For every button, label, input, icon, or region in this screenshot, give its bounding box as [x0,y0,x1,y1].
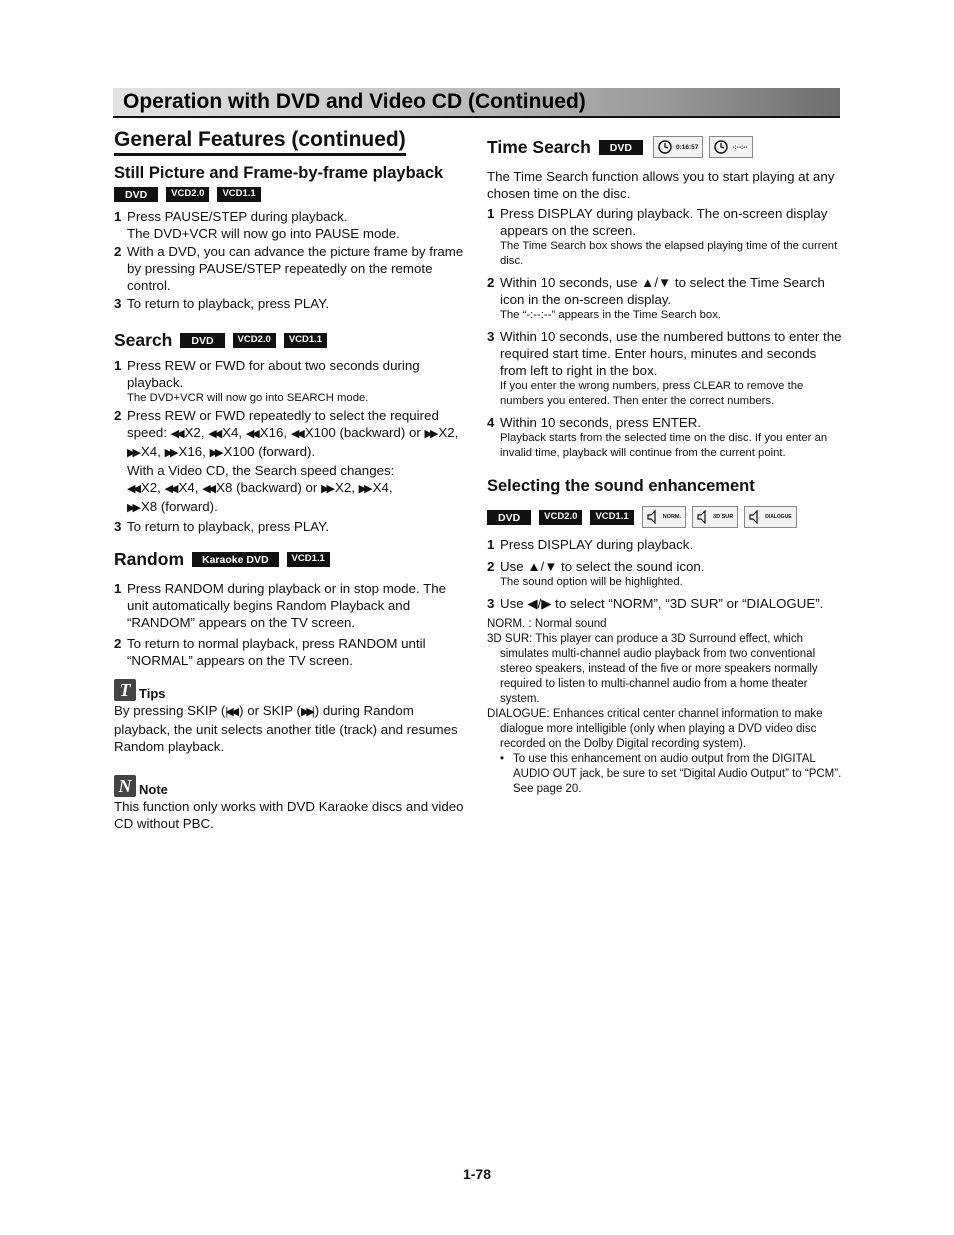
badge-vcd11: VCD1.1 [590,510,633,525]
rew-icon: ◀◀ [208,428,220,440]
list-item: 1 Press DISPLAY during playback. [487,537,694,552]
badge-dvd: DVD [599,140,643,155]
clock-icon [658,140,672,154]
speaker-icon [749,510,761,524]
speaker-icon [647,510,659,524]
section-header-bar [113,88,840,118]
random-steps [114,580,464,669]
time-search-title: Time Search [487,136,591,157]
list-item: 3 To return to playback, press PLAY. [114,296,330,311]
list-item: 3 Use ◀/▶ to select “NORM”, “3D SUR” or “DIALOGUE”. [487,596,824,611]
badge-vcd20: VCD2.0 [539,510,582,525]
fwd-icon: ▶▶ [424,428,436,440]
random-heading [114,549,464,570]
fwd-icon: ▶▶ [127,447,138,459]
still-picture-title: Still Picture and Frame-by-frame playback [114,164,444,182]
badge-karaoke-dvd: Karaoke DVD [192,552,279,567]
right-column [487,128,842,797]
sound-badges [487,506,842,528]
sound-enhancement-title: Selecting the sound enhancement [487,477,755,495]
rew-icon: ◀◀ [290,428,302,440]
note-icon: N [114,775,136,797]
still-badges [114,187,464,202]
list-item: 1 Press DISPLAY during playback. The on-screen display appears on the screen. The Time Search box shows the elapsed playing time of the current disc. [487,206,838,267]
note-text: This function only works with DVD Karaoke discs and video CD without PBC. [114,799,464,831]
still-steps [114,208,464,312]
clock-icon [714,140,728,154]
sound-steps [487,536,842,612]
tips-label: Tips [139,686,166,701]
sound-dialogue-desc: DIALOGUE: Enhances critical center channel information to make dialogue more intelligible (only when playing a DVD video disc recorded on the Dolby Digital recording system). [487,708,823,750]
left-column [114,128,464,832]
rew-icon: ◀◀ [127,483,138,495]
fwd-icon: ▶▶ [358,483,370,495]
rew-icon: ◀◀ [170,428,182,440]
sound-norm-desc: NORM. : Normal sound [487,618,607,630]
time-search-heading [487,136,842,158]
speaker-icon [697,510,709,524]
osd-sound-dialogue: DIALOGUE [744,506,796,528]
search-title: Search [114,330,173,350]
list-item: 1 Press PAUSE/STEP during playback. The DVD+VCR will now go into PAUSE mode. [114,209,400,241]
rew-icon: ◀◀ [164,483,176,495]
search-steps [114,357,464,535]
tips-heading [114,679,464,701]
fwd-icon: ▶▶ [127,502,138,514]
search-heading [114,330,464,351]
badge-vcd11: VCD1.1 [287,552,330,567]
osd-time-input: -:--:-- [709,136,752,158]
fwd-icon: ▶▶ [164,447,176,459]
list-item: 3 To return to playback, press PLAY. [114,519,330,534]
badge-vcd11: VCD1.1 [217,187,260,202]
osd-sound-3dsur: 3D SUR [692,506,738,528]
fwd-icon: ▶▶ [321,483,332,495]
section-header-title: Operation with DVD and Video CD (Continued) [123,90,586,113]
rew-icon: ◀◀ [245,428,257,440]
list-item: 2 Press REW or FWD repeatedly to select the required speed: ◀◀ X2, ◀◀ X4, ◀◀ X16, ◀◀ X100 (backward) or ▶▶ X2, ▶▶ X4, ▶▶ X16, ▶▶ X100 (forward). With a Video CD, the Search speed changes: ◀◀ X2, ◀◀ X4, ◀◀ X8 (backward) or ▶▶ X2, ▶▶ X4, ▶▶ X8 (forward). [114,408,459,514]
list-item: 2 With a DVD, you can advance the picture frame by frame by pressing PAUSE/STEP repeatedly on the remote control. [114,244,464,293]
note-heading [114,775,464,797]
badge-dvd: DVD [180,333,224,348]
fwd-icon: ▶▶ [209,447,221,459]
tips-icon: T [114,679,136,701]
list-item: 2 Use ▲/▼ to select the sound icon. The sound option will be highlighted. [487,559,705,588]
list-item: 2 To return to normal playback, press RANDOM until “NORMAL” appears on the TV screen. [114,636,426,668]
list-item: 2 Within 10 seconds, use ▲/▼ to select the Time Search icon in the on-screen display. The “-:--:--” appears in the Time Search box. [487,275,825,321]
list-item: 1 Press REW or FWD for about two seconds during playback. The DVD+VCR will now go into SEARCH mode. [114,358,420,404]
list-item: 1 Press RANDOM during playback or in stop mode. The unit automatically begins Random Playback and “RANDOM” appears on the TV screen. [114,581,447,630]
random-title: Random [114,549,184,569]
list-item: 3 Within 10 seconds, use the numbered buttons to enter the required start time. Enter hours, minutes and seconds from left to right in the box. If you enter the wrong numbers, press CLEAR to remove the numbers you entered. Then enter the correct numbers. [487,329,842,407]
list-item: 4 Within 10 seconds, press ENTER. Playback starts from the selected time on the disc. If you enter an invalid time, playback will continue from the current point. [487,415,828,459]
tips-text: By pressing SKIP (|◀◀ ) or SKIP (▶▶| ) during Random playback, the unit selects another title (track) and resumes Random playback. [114,703,458,754]
badge-dvd: DVD [114,187,158,202]
badge-vcd11: VCD1.1 [284,333,327,348]
osd-time-elapsed: 0:16:57 [653,136,703,158]
osd-sound-norm: NORM. [642,506,686,528]
general-features-title: General Features (continued) [114,128,406,156]
badge-vcd20: VCD2.0 [233,333,276,348]
skip-forward-icon: ▶▶| [300,706,312,718]
note-label: Note [139,782,168,797]
sound-3dsur-desc: 3D SUR: This player can produce a 3D Surround effect, which simulates multi-channel audio playback from two conventional stereo speakers, instead of the five or more speakers normally required to listen to multi-channel audio from a home theater system. [487,633,818,705]
badge-vcd20: VCD2.0 [166,187,209,202]
rew-icon: ◀◀ [202,483,214,495]
time-search-steps [487,205,842,461]
badge-dvd: DVD [487,510,531,525]
time-search-intro: The Time Search function allows you to start playing at any chosen time on the disc. [487,169,835,201]
skip-back-icon: |◀◀ [225,706,237,718]
page-number: 1-78 [462,1166,492,1182]
sound-bullet: • To use this enhancement on audio output from the DIGITAL AUDIO OUT jack, be sure to set “Digital Audio Output” to “PCM”. See page 20. [500,753,842,795]
